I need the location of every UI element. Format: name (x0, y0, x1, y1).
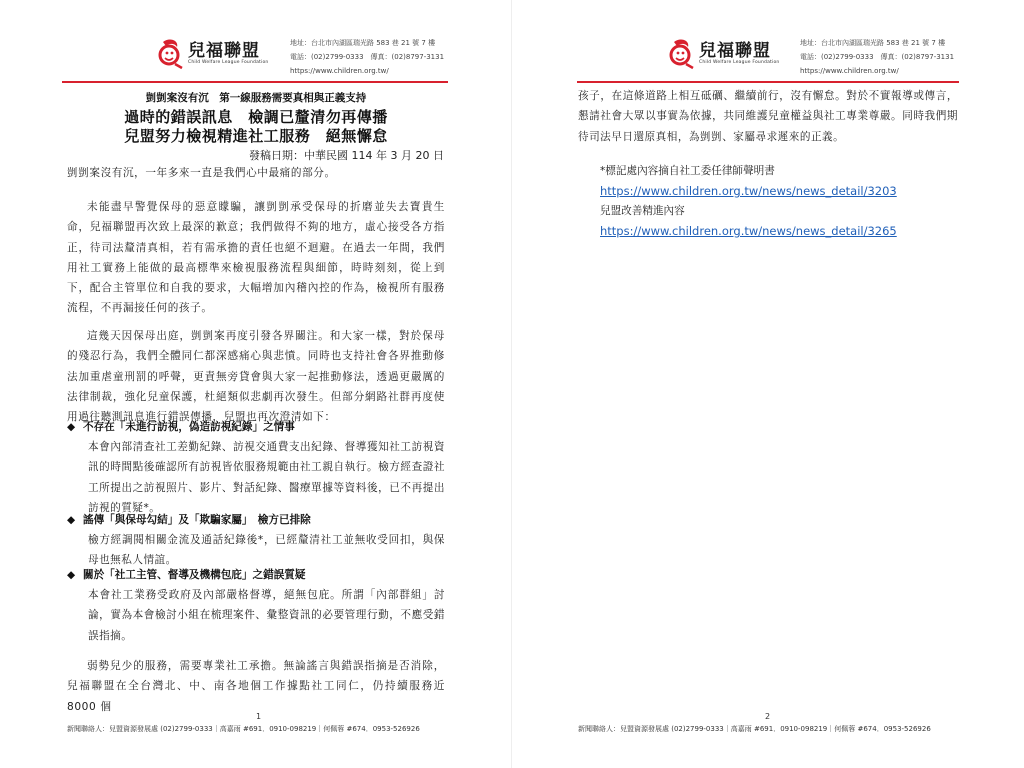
phone-fax-text: 電話：(02)2799-0333 傳真：(02)8797-3131 (290, 53, 445, 61)
reference-notes (600, 161, 897, 241)
paragraph-service: 弱勢兒少的服務，需要專業社工承擔。無論謠言與錯誤指摘是否消除，兒福聯盟在全台灣北、中、南各地個工作據點社工同仁，仍持續服務近 8000 個 (67, 660, 445, 713)
org-logo (155, 38, 268, 70)
bullet-body-3: 本會社工業務受政府及內部嚴格督導，絕無包庇。所謂「內部群組」討論，實為本會檢討小組在梳理案件、彙整資訊的必要管理行動，不應受錯誤指摘。 (88, 589, 445, 642)
address-text: 地址：台北市內湖區瑞光路 583 巷 21 號 7 樓 (290, 39, 436, 47)
diamond-bullet-icon: ◆ (67, 569, 76, 581)
press-title-line-1: 過時的錯誤訊息 檢調已釐清勿再傳播 (124, 108, 388, 126)
bullet-heading-3: ◆ 關於「社工主管、督導及機構包庇」之錯誤質疑 (67, 565, 445, 585)
intro-paragraph: 剴剴案沒有沉，一年多來一直是我們心中最痛的部分。 (67, 167, 336, 179)
letterhead (0, 30, 512, 85)
bullet-body-2: 檢方經調閱相關金流及通話紀錄後*，已經釐清社工並無收受回扣，與保母也無私人情誼。 (88, 534, 445, 567)
child-face-logo-icon (155, 38, 185, 70)
logo-name-zh: 兒福聯盟 (188, 41, 260, 61)
contact-block (290, 36, 444, 78)
press-subtitle: 剴剴案沒有沉 第一線服務需要真相與正義支持 (145, 92, 367, 104)
press-contact-footer: 新聞聯絡人：兒盟資源發展處 (02)2799-0333｜高嘉雨 #691．0910-098219｜何佩蓉 #674．0953-526926 (578, 725, 931, 733)
note-2-label: 兒盟改善精進內容 (600, 205, 685, 217)
logo-name-en: Child Welfare League Foundation (188, 60, 269, 65)
page-number: 2 (765, 712, 771, 721)
diamond-bullet-icon: ◆ (67, 421, 76, 433)
header-red-rule (62, 81, 448, 83)
paragraph-continuation: 孩子，在這條道路上相互砥礪、繼續前行，沒有懈怠。對於不實報導或傳言，懇請社會大眾以事實為依據，共同維護兒童權益與社工專業尊嚴。同時我們期待司法早日還原真相，為剴剴、家屬尋求遲來的正義。 (578, 90, 958, 143)
note-2-link[interactable]: https://www.children.org.tw/news/news_detail/3265 (600, 224, 897, 238)
release-date: 發稿日期：中華民國 114 年 3 月 20 日 (249, 149, 444, 162)
bullet-heading-2: ◆ 謠傳「與保母勾結」及「欺騙家屬」 檢方已排除 (67, 510, 445, 530)
website-text: https://www.children.org.tw/ (290, 67, 389, 75)
phone-fax-text: 電話：(02)2799-0333 傳真：(02)8797-3131 (800, 53, 955, 61)
bullet-heading-1: ◆ 不存在「未進行訪視，偽造訪視紀錄」之情事 (67, 417, 445, 437)
page-number: 1 (256, 712, 262, 721)
document-page-2 (512, 0, 1024, 768)
paragraph-apology: 未能盡早警覺保母的惡意矇騙，讓剴剴承受保母的折磨並失去寶貴生命，兒福聯盟再次致上最深的歉意；我們做得不夠的地方，虛心接受各方指正，待司法釐清真相，若有需承擔的責任也絕不迴避。在過去一年間，我們用社工實務上能做的最高標準來檢視服務流程與細節，時時刻刻，從上到下，配合主管單位和自我的要求，大幅增加內稽內控的作為，檢視所有服務流程，不再漏接任何的孩子。 (67, 201, 445, 315)
address-text: 地址：台北市內湖區瑞光路 583 巷 21 號 7 樓 (800, 39, 946, 47)
contact-block (800, 36, 954, 78)
logo-name-en: Child Welfare League Foundation (699, 60, 780, 65)
child-face-logo-icon (666, 38, 696, 70)
press-title-line-2: 兒盟努力檢視精進社工服務 絕無懈怠 (124, 127, 388, 145)
letterhead (512, 30, 1024, 85)
press-contact-footer: 新聞聯絡人：兒盟資源發展處 (02)2799-0333｜高嘉雨 #691．0910-098219｜何佩蓉 #674．0953-526926 (67, 725, 420, 733)
org-logo (666, 38, 779, 70)
website-text: https://www.children.org.tw/ (800, 67, 899, 75)
diamond-bullet-icon: ◆ (67, 514, 76, 526)
note-1-label: *標記處內容摘自社工委任律師聲明書 (600, 165, 775, 177)
note-1-link[interactable]: https://www.children.org.tw/news/news_detail/3203 (600, 184, 897, 198)
paragraph-clarification: 這幾天因保母出庭，剴剴案再度引發各界關注。和大家一樣，對於保母的殘忍行為，我們全體同仁都深感痛心與悲憤。同時也支持社會各界推動修法加重虐童刑罰的呼聲，更責無旁貸會與大家一起推動修法，透過更嚴厲的法律制裁，強化兒童保護，杜絕類似悲劇再次發生。但部分網路社群再度使用過往聽測訊息進行錯誤傳播，兒盟也再次澄清如下： (67, 330, 445, 424)
logo-name-zh: 兒福聯盟 (699, 41, 771, 61)
header-red-rule (577, 81, 959, 83)
bullet-body-1: 本會內部清查社工差勤紀錄、訪視交通費支出紀錄、督導獲知社工訪視資訊的時間點後確認所有訪視皆依服務規範由社工親自執行。檢方經查證社工所提出之訪視照片、影片、對話紀錄、醫療單據等資料後，已不再提出訪視的質疑*。 (88, 441, 445, 514)
